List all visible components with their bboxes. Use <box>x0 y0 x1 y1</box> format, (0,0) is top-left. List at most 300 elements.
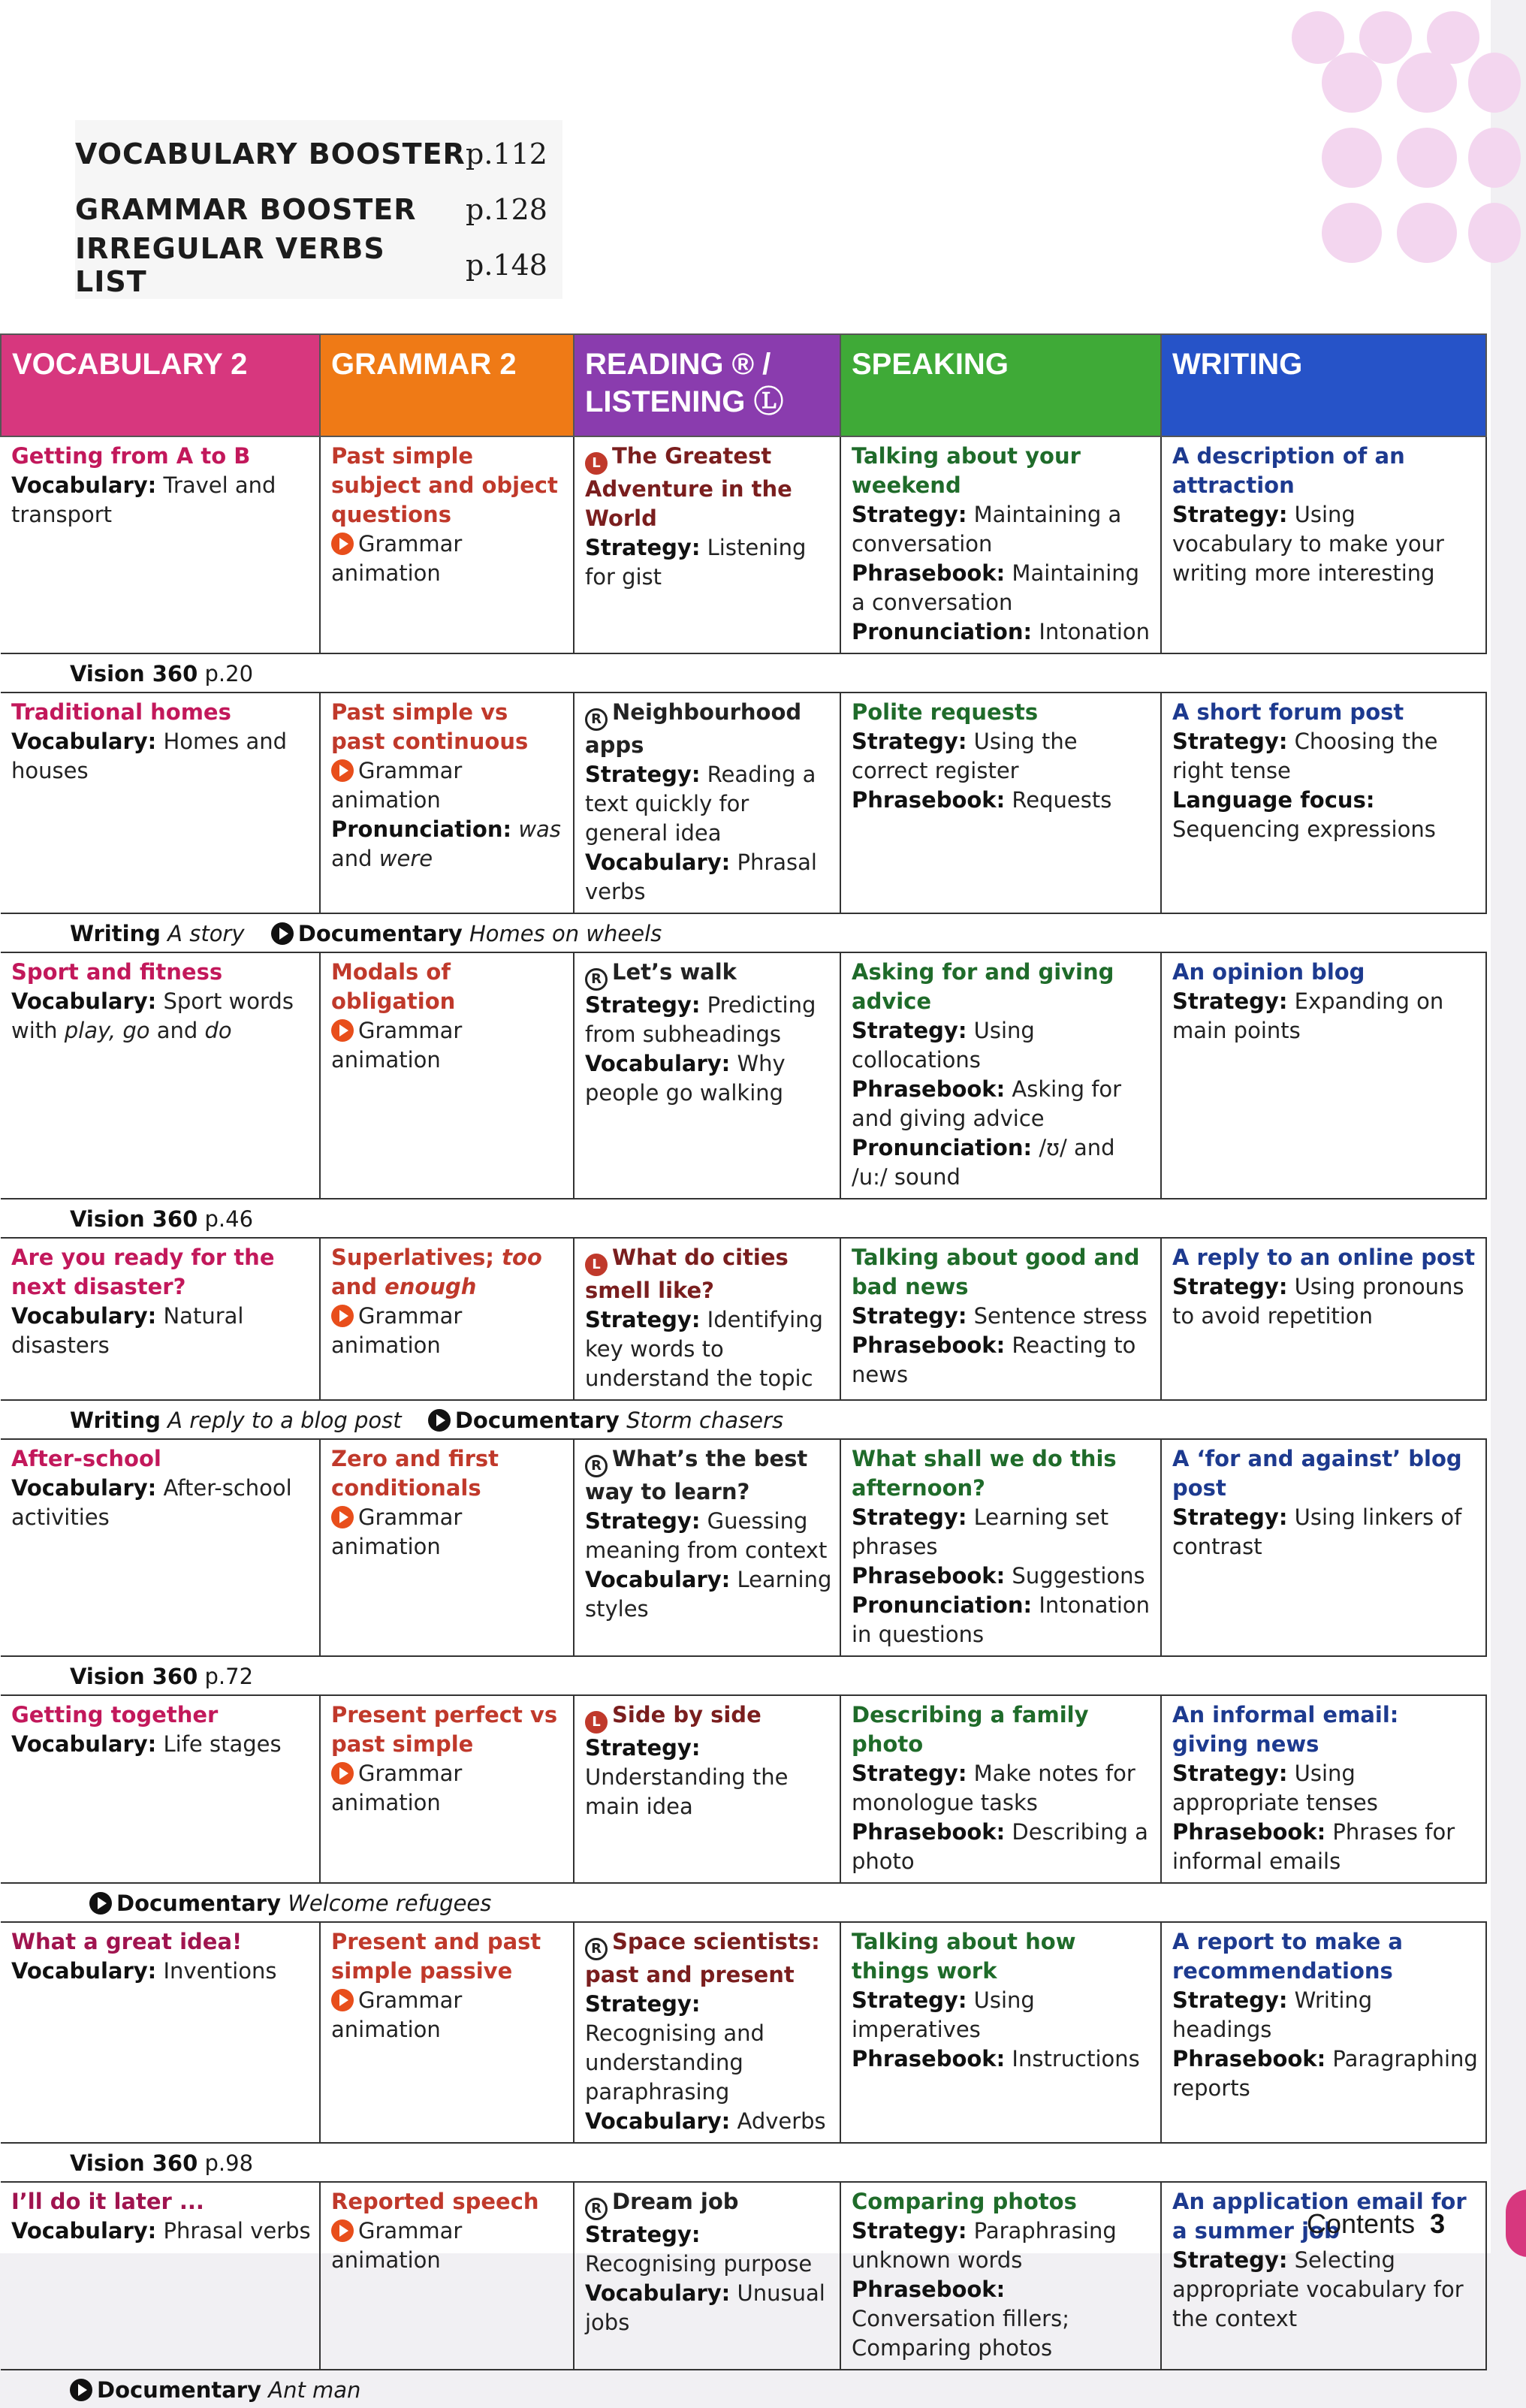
strategy-label: Strategy: <box>585 1508 701 1534</box>
header-reading-label: READING ® / <box>585 348 771 381</box>
phrasebook-label: Phrasebook: <box>852 787 1006 813</box>
booster-page: p.128 <box>466 193 547 226</box>
documentary-title: Ant man <box>268 2377 361 2403</box>
documentary-link[interactable] <box>428 1408 783 1433</box>
speaking-strategy: Using collocations <box>852 1018 1035 1073</box>
writing-label: Writing <box>70 1408 161 1433</box>
strategy-label: Strategy: <box>852 502 967 527</box>
grammar-title[interactable]: Present perfect vs past simple <box>331 1702 558 1757</box>
vocab-text: Travel and transport <box>11 472 276 527</box>
speaking-title[interactable]: Polite requests <box>852 699 1039 725</box>
writing-label: Writing <box>70 921 161 946</box>
reading-cell <box>574 693 840 913</box>
grammar-animation-label: Grammar animation <box>331 1018 463 1073</box>
vision-link[interactable] <box>70 1206 253 1232</box>
grammar-animation-link[interactable] <box>331 1759 565 1818</box>
unit-row <box>1 436 1486 653</box>
grammar-title-d: enough <box>385 1274 477 1299</box>
booster-row[interactable] <box>75 182 547 237</box>
vocab-title[interactable]: Getting together <box>11 1702 219 1728</box>
speaking-cell <box>840 2182 1161 2370</box>
strategy-label: Strategy: <box>852 1987 967 2013</box>
reading-title-text: The Greatest Adventure in the World <box>585 443 792 531</box>
grammar-animation-link[interactable] <box>331 1503 565 1562</box>
strategy-label: Strategy: <box>852 1018 967 1043</box>
grammar-title-b: too <box>502 1245 542 1270</box>
vision-page: p.20 <box>204 661 254 686</box>
speaking-phrasebook: Suggestions <box>1012 1563 1145 1589</box>
speaking-cell <box>840 436 1161 653</box>
vocabulary-label: Vocabulary: <box>585 2280 731 2306</box>
writing-phrasebook: Paragraphing reports <box>1172 2046 1478 2101</box>
documentary-link[interactable] <box>70 2377 360 2403</box>
header-row <box>1 334 1486 436</box>
listening-icon: L <box>585 1711 608 1734</box>
reading-vocab: Unusual jobs <box>585 2280 825 2335</box>
page-tab <box>1506 2189 1526 2257</box>
vocab-text: Inventions <box>163 1958 277 1984</box>
writing-title[interactable]: A report to make a recommendations <box>1172 1929 1403 1984</box>
writing-cell <box>1161 952 1486 1199</box>
strategy-label: Strategy: <box>585 1307 701 1332</box>
reading-title[interactable] <box>585 1700 832 1734</box>
grammar-animation-label: Grammar animation <box>331 2218 463 2273</box>
vocabulary-label: Vocabulary: <box>585 1051 731 1076</box>
grammar-title-a: Superlatives; <box>331 1245 495 1270</box>
vocabulary-label: Vocabulary: <box>11 1475 157 1501</box>
grammar-animation-label: Grammar animation <box>331 531 463 586</box>
reading-vocab: Learning styles <box>585 1567 832 1622</box>
speaking-pronunciation: Intonation in questions <box>852 1592 1151 1647</box>
grammar-title[interactable] <box>331 1243 565 1302</box>
speaking-strategy: Make notes for monologue tasks <box>852 1761 1135 1815</box>
strategy-label: Strategy: <box>585 2222 701 2247</box>
speaking-title[interactable]: Talking about how things work <box>852 1929 1076 1984</box>
separator-row <box>1 1883 1486 1922</box>
documentary-title: Storm chasers <box>626 1408 784 1433</box>
writing-title[interactable]: A description of an attraction <box>1172 443 1405 498</box>
play-icon <box>271 922 294 945</box>
speaking-phrasebook: Conversation fillers; Comparing photos <box>852 2306 1069 2361</box>
unit-row <box>1 952 1486 1199</box>
vocab-cell <box>1 952 320 1199</box>
unit-row <box>1 2182 1486 2370</box>
speaking-strategy: Using imperatives <box>852 1987 1035 2042</box>
vocab-title[interactable]: I’ll do it later ... <box>11 2189 204 2214</box>
reading-vocab: Phrasal verbs <box>585 849 817 904</box>
reading-icon: R <box>585 2198 608 2220</box>
grammar-cell <box>320 693 574 913</box>
separator-cell <box>1 653 1486 693</box>
speaking-phrasebook: Describing a photo <box>852 1819 1148 1874</box>
unit-row <box>1 1238 1486 1400</box>
grammar-animation-label: Grammar animation <box>331 1303 463 1358</box>
reading-strategy: Listening for gist <box>585 535 807 590</box>
separator-cell <box>1 1400 1486 1439</box>
header-grammar-label: GRAMMAR 2 <box>331 348 517 381</box>
reading-icon: R <box>585 968 608 991</box>
writing-title[interactable]: A short forum post <box>1172 699 1404 725</box>
speaking-strategy: Using the correct register <box>852 729 1078 783</box>
separator-cell <box>1 913 1486 952</box>
reading-strategy: Identifying key words to understand the topic <box>585 1307 823 1391</box>
vision-link[interactable] <box>70 1664 253 1689</box>
vocab-text: Homes and houses <box>11 729 288 783</box>
speaking-title[interactable]: Talking about good and bad news <box>852 1245 1140 1299</box>
reading-strategy: Reading a text quickly for general idea <box>585 762 816 846</box>
phrasebook-label: Phrasebook: <box>852 1819 1006 1845</box>
speaking-phrasebook: Requests <box>1012 787 1112 813</box>
reading-cell <box>574 1695 840 1883</box>
writing-language-focus: Sequencing expressions <box>1172 816 1436 842</box>
strategy-label: Strategy: <box>852 2218 967 2244</box>
documentary-label: Documentary <box>97 2377 262 2403</box>
speaking-phrasebook: Reacting to news <box>852 1332 1136 1387</box>
speaking-cell <box>840 693 1161 913</box>
speaking-title[interactable]: Describing a family photo <box>852 1702 1089 1757</box>
play-icon <box>331 2219 354 2242</box>
pronunciation-label: Pronunciation: <box>331 816 512 842</box>
speaking-strategy: Maintaining a conversation <box>852 502 1122 557</box>
strategy-label: Strategy: <box>1172 729 1288 754</box>
vocab-title[interactable]: What a great idea! <box>11 1929 243 1954</box>
play-icon <box>331 759 354 782</box>
grammar-title[interactable]: Modals of obligation <box>331 959 456 1014</box>
reading-cell <box>574 1238 840 1400</box>
writing-strategy: Selecting appropriate vocabulary for the context <box>1172 2247 1464 2331</box>
grammar-animation-label: Grammar animation <box>331 1987 463 2042</box>
reading-title-text: Side by side <box>612 1702 761 1728</box>
vocab-cell <box>1 1922 320 2143</box>
grammar-animation-link[interactable] <box>331 756 565 815</box>
vision-link[interactable] <box>70 661 253 686</box>
grammar-pron-b: were <box>378 846 433 871</box>
vocab-title[interactable]: After-school <box>11 1446 161 1471</box>
unit-row <box>1 1922 1486 2143</box>
reading-strategy: Recognising purpose <box>585 2251 813 2277</box>
vocab-title[interactable]: Getting from A to B <box>11 443 251 469</box>
vocab-cell <box>1 1439 320 1656</box>
reading-vocab: Why people go walking <box>585 1051 786 1106</box>
documentary-label: Documentary <box>116 1890 282 1916</box>
strategy-label: Strategy: <box>1172 1274 1288 1299</box>
speaking-phrasebook: Asking for and giving advice <box>852 1076 1122 1131</box>
vocab-text: Sport words with <box>11 988 294 1043</box>
strategy-label: Strategy: <box>852 1504 967 1530</box>
writing-phrasebook: Phrases for informal emails <box>1172 1819 1455 1874</box>
reading-cell <box>574 1439 840 1656</box>
writing-strategy: Expanding on main points <box>1172 988 1444 1043</box>
grammar-cell <box>320 1922 574 2143</box>
grammar-pron-and: and <box>331 846 372 871</box>
documentary-label: Documentary <box>454 1408 620 1433</box>
header-vocabulary <box>1 334 320 436</box>
reading-title-text: Neighbourhood apps <box>585 699 802 758</box>
strategy-label: Strategy: <box>585 1991 701 2017</box>
header-speaking-label: SPEAKING <box>852 348 1009 381</box>
play-icon <box>70 2379 92 2401</box>
speaking-phrasebook: Instructions <box>1012 2046 1140 2072</box>
writing-strategy: Writing headings <box>1172 1987 1373 2042</box>
grammar-cell <box>320 952 574 1199</box>
listening-icon: L <box>585 1254 608 1276</box>
vocab-text-italic: play, go <box>64 1018 150 1043</box>
writing-strategy: Using appropriate tenses <box>1172 1761 1378 1815</box>
vocab-text: and <box>156 1018 198 1043</box>
vocab-cell <box>1 2182 320 2370</box>
booster-list <box>75 120 562 299</box>
writing-link[interactable] <box>70 1408 402 1433</box>
vocab-text: Phrasal verbs <box>163 2218 311 2244</box>
grammar-title[interactable]: Reported speech <box>331 2189 539 2214</box>
vocabulary-label: Vocabulary: <box>11 1303 157 1329</box>
documentary-title: Homes on wheels <box>469 921 662 946</box>
separator-cell <box>1 1199 1486 1238</box>
vocab-text: After-school activities <box>11 1475 292 1530</box>
contents-table <box>0 333 1487 2408</box>
header-speaking <box>840 334 1161 436</box>
play-icon <box>331 533 354 555</box>
pronunciation-label: Pronunciation: <box>852 1135 1033 1160</box>
booster-label: VOCABULARY BOOSTER <box>75 137 466 170</box>
vocab-title[interactable]: Traditional homes <box>11 699 231 725</box>
strategy-label: Strategy: <box>585 1735 701 1761</box>
strategy-label: Strategy: <box>1172 502 1288 527</box>
play-icon <box>428 1409 451 1432</box>
writing-cell <box>1161 1922 1486 2143</box>
writing-link[interactable] <box>70 921 245 946</box>
separator-cell <box>1 2143 1486 2182</box>
reading-icon: R <box>585 1938 608 1960</box>
unit-row <box>1 693 1486 913</box>
speaking-title[interactable]: Comparing photos <box>852 2189 1077 2214</box>
reading-title-text: Space scientists: past and present <box>585 1929 820 1987</box>
vision-label: Vision 360 <box>70 2150 198 2176</box>
separator-row <box>1 2370 1486 2408</box>
reading-title[interactable] <box>585 1243 832 1305</box>
reading-strategy: Recognising and understanding paraphrasing <box>585 2020 765 2105</box>
grammar-animation-label: Grammar animation <box>331 758 463 813</box>
play-icon <box>331 1989 354 2011</box>
reading-icon: R <box>585 1455 608 1477</box>
reading-title[interactable] <box>585 958 832 991</box>
strategy-label: Strategy: <box>1172 1987 1288 2013</box>
speaking-phrasebook: Maintaining a conversation <box>852 560 1140 615</box>
reading-title[interactable] <box>585 1444 832 1507</box>
phrasebook-label: Phrasebook: <box>852 1332 1006 1358</box>
strategy-label: Strategy: <box>1172 988 1288 1014</box>
language-focus-label: Language focus: <box>1172 787 1375 813</box>
strategy-label: Strategy: <box>852 729 967 754</box>
reading-title[interactable] <box>585 1927 832 1990</box>
grammar-cell <box>320 2182 574 2370</box>
writing-task: A story <box>167 921 245 946</box>
vocabulary-label: Vocabulary: <box>585 1567 731 1592</box>
separator-row <box>1 1656 1486 1695</box>
reading-strategy: Predicting from subheadings <box>585 992 816 1047</box>
speaking-cell <box>840 1238 1161 1400</box>
reading-title-text: What do cities smell like? <box>585 1245 789 1303</box>
writing-strategy: Using linkers of contrast <box>1172 1504 1462 1559</box>
booster-page: p.112 <box>466 137 547 170</box>
writing-title[interactable]: An informal email: giving news <box>1172 1702 1399 1757</box>
page-footer <box>1307 2208 1445 2240</box>
strategy-label: Strategy: <box>852 1761 967 1786</box>
vision-label: Vision 360 <box>70 1664 198 1689</box>
booster-row[interactable] <box>75 126 547 182</box>
header-writing-label: WRITING <box>1172 348 1303 381</box>
booster-label: GRAMMAR BOOSTER <box>75 193 417 226</box>
vision-label: Vision 360 <box>70 661 198 686</box>
vocabulary-label: Vocabulary: <box>585 2108 731 2134</box>
writing-cell <box>1161 1439 1486 1656</box>
grammar-cell <box>320 1238 574 1400</box>
grammar-pron-a: was <box>518 816 561 842</box>
play-icon <box>331 1762 354 1785</box>
grammar-title-c: and <box>331 1274 377 1299</box>
writing-strategy: Choosing the right tense <box>1172 729 1438 783</box>
speaking-strategy: Learning set phrases <box>852 1504 1109 1559</box>
grammar-cell <box>320 436 574 653</box>
separator-row <box>1 2143 1486 2182</box>
separator-cell <box>1 1883 1486 1922</box>
header-reading-listening <box>574 334 840 436</box>
separator-row <box>1 1400 1486 1439</box>
strategy-label: Strategy: <box>1172 1504 1288 1530</box>
header-writing <box>1161 334 1486 436</box>
reading-strategy: Understanding the main idea <box>585 1764 789 1819</box>
booster-page: p.148 <box>466 249 547 282</box>
footer-label: Contents <box>1307 2208 1416 2239</box>
grammar-cell <box>320 1695 574 1883</box>
vocab-text-italic: do <box>204 1018 232 1043</box>
play-icon <box>331 1019 354 1042</box>
unit-row <box>1 1439 1486 1656</box>
phrasebook-label: Phrasebook: <box>852 560 1006 586</box>
grammar-cell <box>320 1439 574 1656</box>
documentary-link[interactable] <box>89 1890 491 1916</box>
writing-title[interactable]: An application email for a summer job <box>1172 2189 1467 2244</box>
strategy-label: Strategy: <box>585 535 701 560</box>
vision-page: p.98 <box>204 2150 254 2176</box>
vocabulary-label: Vocabulary: <box>11 2218 157 2244</box>
speaking-cell <box>840 952 1161 1199</box>
speaking-pronunciation: Intonation <box>1039 619 1151 644</box>
speaking-pronunciation: /ʊ/ and /u:/ sound <box>852 1135 1115 1190</box>
vocab-title[interactable]: Sport and fitness <box>11 959 223 985</box>
writing-title[interactable]: A ‘for and against’ blog post <box>1172 1446 1462 1501</box>
vocab-cell <box>1 1695 320 1883</box>
speaking-title[interactable]: Asking for and giving advice <box>852 959 1114 1014</box>
separator-row <box>1 653 1486 693</box>
reading-title-text: Dream job <box>612 2189 739 2214</box>
strategy-label: Strategy: <box>585 992 701 1018</box>
documentary-title: Welcome refugees <box>288 1890 492 1916</box>
vision-label: Vision 360 <box>70 1206 198 1232</box>
grammar-animation-label: Grammar animation <box>331 1761 463 1815</box>
grammar-title[interactable]: Past simple subject and object questions <box>331 443 558 527</box>
speaking-title[interactable]: What shall we do this afternoon? <box>852 1446 1117 1501</box>
vocabulary-label: Vocabulary: <box>11 1731 157 1757</box>
grammar-title[interactable]: Present and past simple passive <box>331 1929 541 1984</box>
reading-title-text: What’s the best way to learn? <box>585 1446 808 1504</box>
separator-cell <box>1 2370 1486 2408</box>
listening-icon: L <box>585 452 608 475</box>
grammar-title[interactable]: Zero and first conditionals <box>331 1446 499 1501</box>
pronunciation-label: Pronunciation: <box>852 1592 1033 1618</box>
reading-title[interactable] <box>585 2187 832 2220</box>
reading-title[interactable] <box>585 698 832 760</box>
vocab-cell <box>1 1238 320 1400</box>
reading-title[interactable] <box>585 442 832 533</box>
grammar-animation-label: Grammar animation <box>331 1504 463 1559</box>
strategy-label: Strategy: <box>585 762 701 787</box>
speaking-title[interactable]: Talking about your weekend <box>852 443 1081 498</box>
play-icon <box>331 1305 354 1327</box>
pronunciation-label: Pronunciation: <box>852 619 1033 644</box>
vision-link[interactable] <box>70 2150 253 2176</box>
documentary-link[interactable] <box>271 921 662 946</box>
vocab-cell <box>1 436 320 653</box>
grammar-animation-link[interactable] <box>331 2216 565 2275</box>
separator-cell <box>1 1656 1486 1695</box>
grammar-animation-link[interactable] <box>331 530 565 588</box>
writing-strategy: Using vocabulary to make your writing more interesting <box>1172 502 1444 586</box>
play-icon <box>331 1506 354 1528</box>
writing-cell <box>1161 693 1486 913</box>
reading-cell <box>574 2182 840 2370</box>
writing-title[interactable]: An opinion blog <box>1172 959 1365 985</box>
writing-cell <box>1161 1695 1486 1883</box>
play-icon <box>89 1892 112 1915</box>
grammar-title[interactable]: Past simple vs past continuous <box>331 699 529 754</box>
writing-title[interactable]: A reply to an online post <box>1172 1245 1476 1270</box>
reading-cell <box>574 1922 840 2143</box>
grammar-animation-link[interactable] <box>331 1016 565 1075</box>
phrasebook-label: Phrasebook: <box>852 1563 1006 1589</box>
speaking-cell <box>840 1439 1161 1656</box>
vocab-cell <box>1 693 320 913</box>
footer-page-number: 3 <box>1430 2208 1446 2239</box>
booster-label: IRREGULAR VERBS LIST <box>75 232 385 298</box>
reading-title-text: Let’s walk <box>612 959 737 985</box>
strategy-label: Strategy: <box>1172 2247 1288 2273</box>
writing-cell <box>1161 436 1486 653</box>
speaking-strategy: Sentence stress <box>973 1303 1148 1329</box>
phrasebook-label: Phrasebook: <box>1172 2046 1326 2072</box>
vocab-title[interactable]: Are you ready for the next disaster? <box>11 1245 275 1299</box>
reading-vocab: Adverbs <box>737 2108 826 2134</box>
header-grammar <box>320 334 574 436</box>
vocabulary-label: Vocabulary: <box>11 729 157 754</box>
vocab-text: Life stages <box>163 1731 282 1757</box>
reading-strategy: Guessing meaning from context <box>585 1508 828 1563</box>
phrasebook-label: Phrasebook: <box>852 2046 1006 2072</box>
booster-row[interactable] <box>75 232 547 298</box>
speaking-strategy: Paraphrasing unknown words <box>852 2218 1117 2273</box>
vision-page: p.46 <box>204 1206 254 1232</box>
vocabulary-label: Vocabulary: <box>11 1958 157 1984</box>
phrasebook-label: Phrasebook: <box>852 2277 1006 2302</box>
phrasebook-label: Phrasebook: <box>852 1076 1006 1102</box>
vision-page: p.72 <box>204 1664 254 1689</box>
grammar-animation-link[interactable] <box>331 1986 565 2044</box>
separator-row <box>1 913 1486 952</box>
separator-row <box>1 1199 1486 1238</box>
vocabulary-label: Vocabulary: <box>585 849 731 875</box>
reading-icon: R <box>585 708 608 731</box>
grammar-animation-link[interactable] <box>331 1302 565 1360</box>
